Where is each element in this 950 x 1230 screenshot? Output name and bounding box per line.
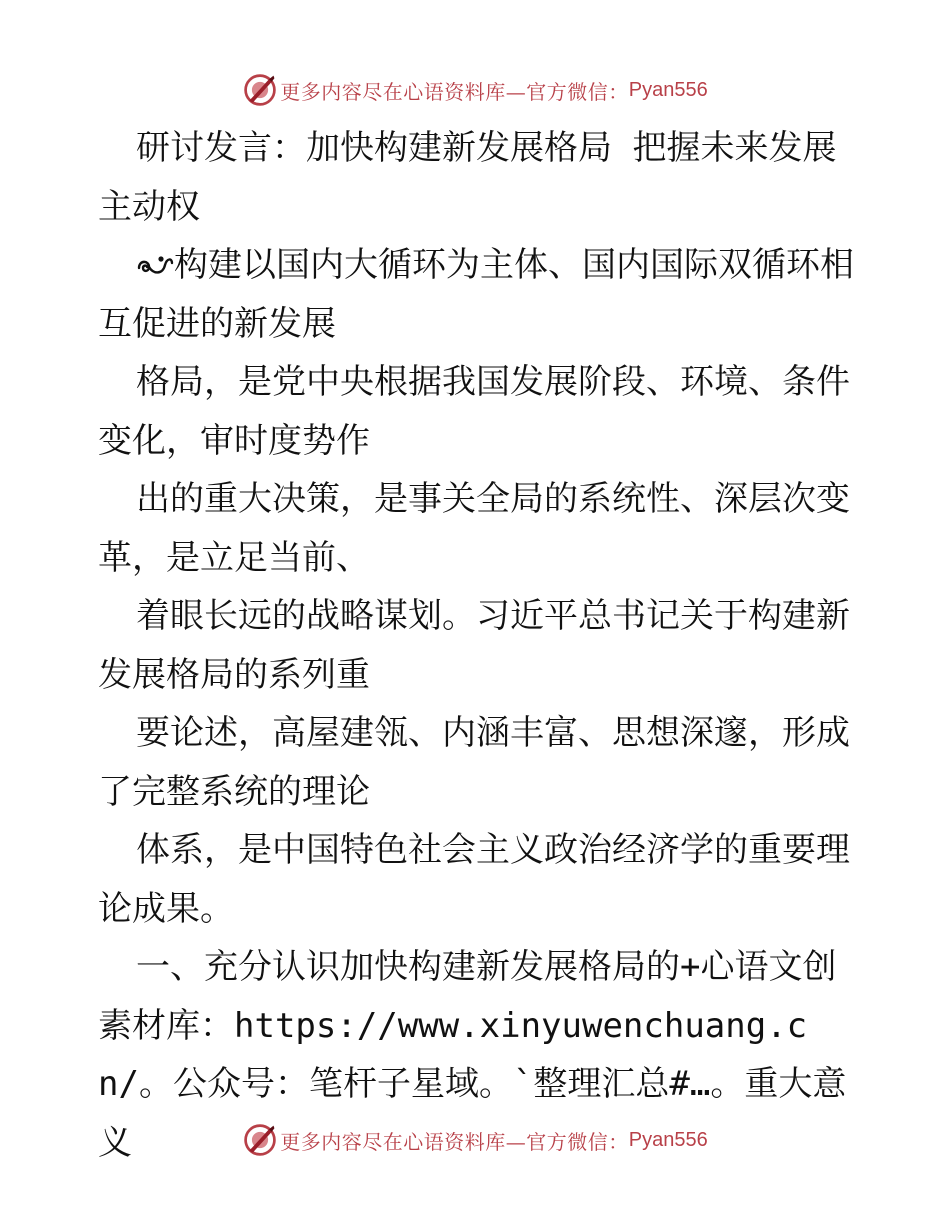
document-title xyxy=(98,119,858,236)
footer-site-text: 更多内容尽在心语资料库— xyxy=(280,1129,527,1154)
paragraph-5-text: 要论述，高屋建瓴、内涵丰富、思想深邃，形成了完整系统的理论 xyxy=(98,713,850,812)
paragraph-3-text: 出的重大决策，是事关全局的系统性、深层次变革，是立足当前、 xyxy=(98,479,850,578)
brush-seal-logo-icon xyxy=(242,1122,278,1158)
header-site-text: 更多内容尽在心语资料库— xyxy=(280,79,527,104)
title-text: 研讨发言：加快构建新发展格局 把握未来发展主动权 xyxy=(98,128,837,227)
footer-wechat-label: 官方微信： xyxy=(526,1129,629,1154)
paragraph-4 xyxy=(98,587,858,704)
paragraph-1 xyxy=(98,236,858,353)
swirl-ornament-icon xyxy=(136,252,174,278)
footer-wechat-id: Pyan556 xyxy=(628,1128,708,1151)
paragraph-6 xyxy=(98,821,858,938)
header-wechat-id: Pyan556 xyxy=(628,78,708,101)
paragraph-4-text: 着眼长远的战略谋划。习近平总书记关于构建新发展格局的系列重 xyxy=(98,596,850,695)
footer-watermark-banner xyxy=(0,1118,950,1162)
document-body xyxy=(98,119,858,1172)
paragraph-3 xyxy=(98,470,858,587)
paragraph-2-text: 格局，是党中央根据我国发展阶段、环境、条件变化，审时度势作 xyxy=(98,362,850,461)
paragraph-5 xyxy=(98,704,858,821)
paragraph-1-text: 构建以国内大循环为主体、国内国际双循环相互促进的新发展 xyxy=(98,245,854,344)
paragraph-6-text: 体系，是中国特色社会主义政治经济学的重要理论成果。 xyxy=(98,830,850,929)
brush-seal-logo-icon xyxy=(242,72,278,108)
paragraph-2 xyxy=(98,353,858,470)
section-heading-1-text: 一、充分认识加快构建新发展格局的+心语文创素材库：https://www.xinyuwenchuang.cn/。公众号：笔杆子星域。`整理汇总#…。重大意义 xyxy=(98,947,847,1163)
header-watermark-banner xyxy=(0,68,950,112)
header-wechat-label: 官方微信： xyxy=(526,79,629,104)
